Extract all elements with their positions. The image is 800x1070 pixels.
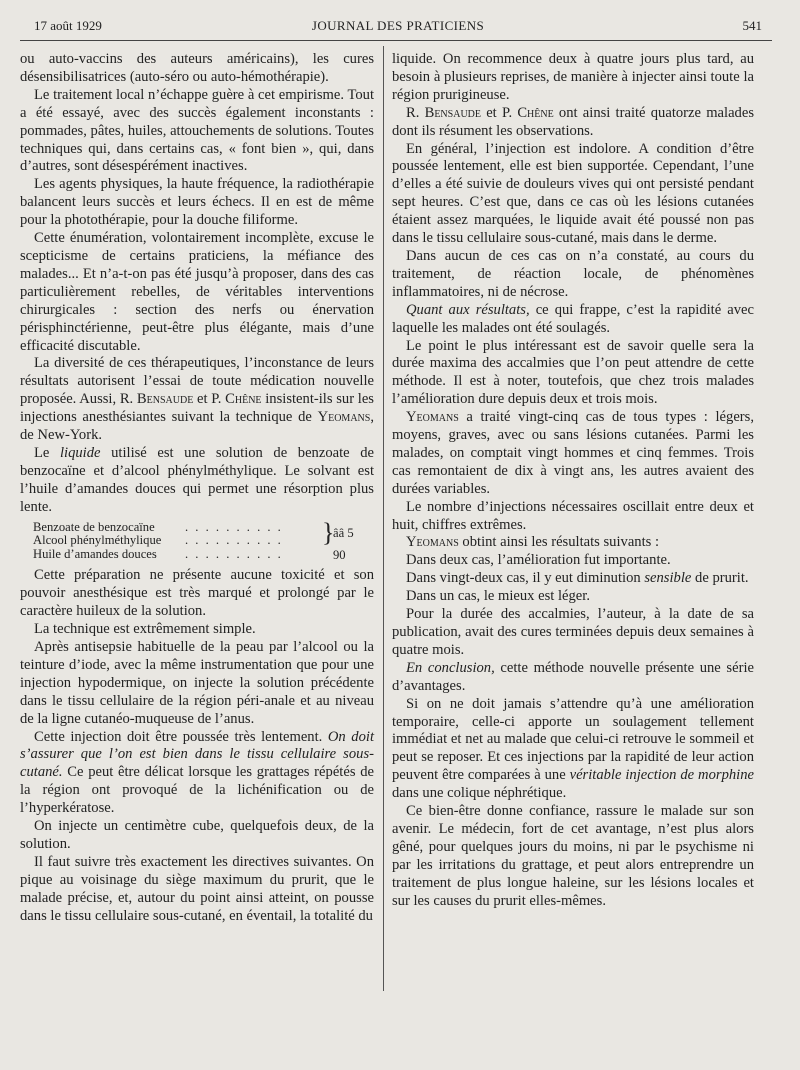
paragraph: liquide. On recommence deux à quatre jours plus tard, au besoin à plusieurs reprises, de manière à injecter ainsi toute la région prurigineuse. bbox=[392, 51, 754, 103]
paragraph: Pour la durée des accalmies, l’auteur, à la date de sa publication, avait des cures terminées depuis deux semaines à quatre mois. bbox=[392, 606, 754, 658]
formula-row bbox=[20, 521, 374, 535]
author-initial: P. bbox=[211, 391, 226, 408]
issue-date: 17 août 1929 bbox=[34, 18, 102, 33]
text-run: obtint ainsi les résultats suivants : bbox=[458, 534, 660, 551]
paragraph bbox=[392, 105, 754, 141]
paragraph bbox=[20, 445, 374, 517]
text-run: insistent-ils sur les injections anesthésiantes suivant la technique de bbox=[20, 391, 374, 426]
column-divider bbox=[383, 46, 384, 991]
author-name: Yeomans bbox=[406, 534, 459, 551]
paragraph: Cette préparation ne présente aucune toxicité et son pouvoir anesthésique est très marqué et prolongé par le caractère huileux de la solution. bbox=[20, 567, 374, 620]
header-rule bbox=[20, 40, 772, 41]
paragraph bbox=[392, 696, 754, 803]
text-run: , de New-York. bbox=[20, 409, 374, 444]
text-run: de prurit. bbox=[691, 570, 749, 587]
quantity: ââ 5 bbox=[333, 525, 354, 540]
author-initial: R. bbox=[406, 104, 425, 121]
paragraph bbox=[392, 409, 754, 499]
paragraph: Les agents physiques, la haute fréquence, la radiothérapie balancent leurs succès et leurs échecs. Il en est de même pour la photothérapie, pour la douche filiforme. bbox=[20, 176, 374, 229]
paragraph bbox=[392, 534, 754, 552]
paragraph: Ce bien-être donne confiance, rassure le malade sur son avenir. Le médecin, fort de cet avantage, n’est plus alors gêné, pour quelques jours du moins, ni par le psychisme ni par les irritations du grattage, et peut alors entreprendre un traitement de plus longue haleine, sur les lésions locales et sur les causes du prurit elles-mêmes. bbox=[392, 803, 754, 909]
italic-term: sensible bbox=[644, 570, 692, 587]
author-name: Yeomans bbox=[317, 409, 371, 426]
formula-row bbox=[20, 534, 374, 548]
text-run: La diversité de ces thérapeutiques, l’inconstance de leurs résultats autorisent l’essai de toute médication nouvelle proposée. Aussi, bbox=[20, 355, 374, 408]
text-run: Si on ne doit jamais s’attendre qu’à une amélioration temporaire, celle-ci apporte un soulagement tellement immédiat et net au malade que celui-ci retrouve le sommeil et peut se reposer. Et ces injections par la rapidité de leur action peuvent être comparées à une bbox=[392, 695, 754, 784]
paragraph: Cette énumération, volontairement incomplète, excuse le scepticisme de certains praticiens, la méfiance des malades... Et n’a-t-on pas été jusqu’à proposer, dans des cas particulièrement rebelles, de véritables interventions chirurgicales : section des nerfs ou énervation périsphinctérienne, peut-être plus élégante, mais d’une efficacité discutable. bbox=[20, 230, 374, 354]
paragraph: Le traitement local n’échappe guère à cet empirisme. Tout a été essayé, avec des succès également inconstants : pommades, pâtes, huiles, attouchements de solutions. Toutes techniques qui, dans certains cas, « font bien », qui, dans d’autres, sont désespérément inactives. bbox=[20, 86, 374, 175]
text-run: Cette injection doit être poussée très lentement. bbox=[34, 728, 328, 745]
italic-phrase: véritable injection de morphine bbox=[569, 767, 754, 784]
italic-phrase: Quant aux résultats, bbox=[406, 301, 530, 318]
left-column bbox=[20, 51, 374, 925]
paragraph: Il faut suivre très exactement les directives suivantes. On pique au voisinage du siège maximum du prurit, que le malade précise, et, autour du point ainsi atteint, on pousse dans le tissu cellulaire sous-cutané, en éventail, la totalité du bbox=[20, 853, 374, 924]
text-run: cette méthode nouvelle présente une série d’avantages. bbox=[392, 659, 754, 694]
paragraph: Le point le plus intéressant est de savoir quelle sera la durée maxima des accalmies que l’on peut attendre de cette méthode. Il est à noter, toutefois, que chez trois malades l’amélioration dure depuis deux et trois mois. bbox=[392, 337, 754, 408]
formula-row bbox=[20, 548, 374, 562]
ingredient: Benzoate de benzocaïne bbox=[33, 519, 155, 534]
brace: } bbox=[322, 517, 335, 547]
paragraph: La technique est extrêmement simple. bbox=[34, 621, 256, 638]
italic-term: liquide bbox=[59, 444, 101, 461]
paragraph bbox=[392, 302, 754, 338]
paragraph: En général, l’injection est indolore. A condition d’être poussée lentement, elle est bien supportée. Cependant, l’une d’elles a été suivie de douleurs vives qui ont persisté pendant sept heures. C’est que, dans ce cas où les lésions cutanées étaient assez marquées, le liquide avait été poussé non pas dans le tissu cellulaire sous-cutané, mais dans le derme. bbox=[392, 140, 754, 247]
paragraph: ou auto-vaccins des auteurs américains), les cures désensibilisatrices (auto-séro ou auto-hémothérapie). bbox=[20, 51, 374, 85]
leader-dots: . . . . . . . . . . bbox=[185, 533, 283, 548]
text-run: et P. bbox=[481, 104, 518, 121]
text-run: Dans vingt-deux cas, il y eut diminution bbox=[406, 570, 645, 587]
author-name: Bensaude bbox=[424, 104, 481, 121]
leader-dots: . . . . . . . . . . bbox=[185, 519, 283, 534]
text-run: ont ainsi traité quatorze malades dont ils résument les observations. bbox=[392, 104, 755, 139]
page-number: 541 bbox=[742, 18, 762, 33]
author-name: Chêne bbox=[517, 104, 554, 121]
paragraph: Dans un cas, le mieux est léger. bbox=[406, 588, 590, 605]
text-run: Ce peut être délicat lorsque les grattages répétés de la région ont provoqué de la lichénification ou de l’hyperkératose. bbox=[20, 764, 374, 817]
paragraph: Dans deux cas, l’amélioration fut importante. bbox=[406, 552, 671, 569]
italic-phrase: En conclusion, bbox=[406, 659, 495, 676]
author-initial: R. bbox=[119, 391, 137, 408]
paragraph: Dans aucun de ces cas on n’a constaté, au cours du traitement, de réaction locale, de phénomènes inflammatoires, ni de nécrose. bbox=[392, 247, 754, 300]
author-name: Bensaude bbox=[136, 391, 194, 408]
paragraph: Après antisepsie habituelle de la peau par l’alcool ou la teinture d’iode, avec la même instrumentation que pour une injection hypodermique, on injecte la solution précédente dans le tissu cellulaire de la région péri-anale et au niveau de la ligne cutanéo-muqueuse de l’anus. bbox=[20, 638, 374, 727]
text-run: utilisé est une solution de benzoate de benzocaïne et d’alcool phénylméthylique. Le solvant est l’huile d’amandes douces qui permet une résorption plus lente. bbox=[20, 444, 374, 515]
text-run: ce qui frappe, c’est la rapidité avec laquelle les malades ont été soulagés. bbox=[392, 301, 754, 336]
text-run: Le bbox=[34, 444, 60, 461]
right-column bbox=[392, 51, 754, 911]
paragraph: Le nombre d’injections nécessaires oscillait entre deux et huit, chiffres extrêmes. bbox=[392, 498, 754, 533]
formula-block bbox=[20, 517, 374, 562]
author-name: Yeomans bbox=[406, 409, 459, 426]
quantity: 90 bbox=[333, 547, 346, 562]
paragraph bbox=[392, 570, 754, 588]
text-run: dans une colique néphrétique. bbox=[392, 785, 567, 802]
paragraph bbox=[392, 660, 754, 696]
journal-title: JOURNAL DES PRATICIENS bbox=[311, 18, 485, 33]
text-run: a traité vingt-cinq cas de tous types : légers, moyens, graves, avec ou sans lésions cutanées. Parmi les malades, on comptait vingt hommes et cinq femmes. Trois cas remontaient de dix à vingt ans, les autres avaient des durées variables. bbox=[392, 409, 754, 497]
ingredient: Alcool phénylméthylique bbox=[33, 533, 162, 548]
paragraph: On injecte un centimètre cube, quelquefois deux, de la solution. bbox=[20, 818, 374, 852]
leader-dots: . . . . . . . . . . bbox=[185, 546, 283, 561]
text-run: et bbox=[193, 391, 212, 408]
italic-phrase: On doit s’assurer que l’on est bien dans le tissu cellulaire sous-cutané. bbox=[20, 728, 374, 781]
running-header bbox=[34, 16, 762, 38]
author-name: Chêne bbox=[225, 391, 262, 408]
paragraph bbox=[20, 355, 374, 445]
ingredient: Huile d’amandes douces bbox=[33, 546, 157, 561]
paragraph bbox=[20, 729, 374, 819]
